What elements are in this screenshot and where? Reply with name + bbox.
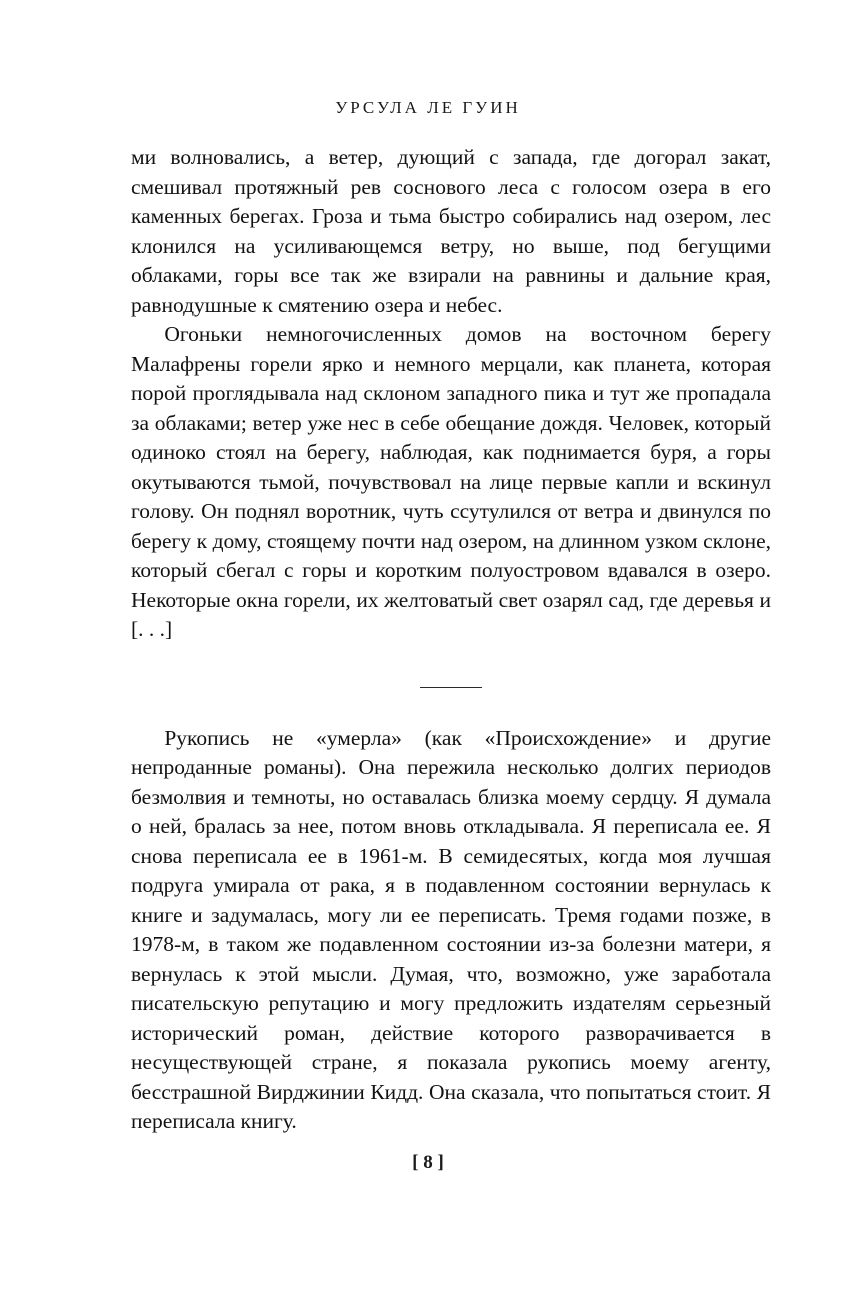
paragraph: Огоньки немногочисленных домов на восточном берегу Малафрены горели ярко и немного мерцали, как планета, которая порой проглядывала над склоном западного пика и тут же пропадала за облаками; ветер уже нес в себе обещание дождя. Человек, который одиноко стоял на берегу, наблюдая, как поднимается буря, а горы окутываются тьмой, почувствовал на лице первые капли и вскинул голову. Он поднял воротник, чуть ссутулился от ветра и двинулся по берегу к дому, стоящему почти над озером, на длинном узком склоне, который сбегал с горы и коротким полуостровом вдавался в озеро. Некоторые окна горели, их желтоватый свет озарял сад, где деревья и [. . .] — [131, 322, 771, 641]
paragraph: Рукопись не «умерла» (как «Происхождение» и другие непроданные романы). Она пережила несколько долгих периодов безмолвия и темноты, но оставалась близка моему сердцу. Я думала о ней, бралась за нее, потом вновь откладывала. Я переписала ее. Я снова переписала ее в 1961-м. В семидесятых, когда моя лучшая подруга умирала от рака, я в подавленном состоянии вернулась к книге и задумалась, могу ли ее переписать. Тремя годами позже, в 1978-м, в таком же подавленном состоянии из-за болезни матери, я вернулась к этой мысли. Думая, что, возможно, уже заработала писательскую репутацию и могу предложить издателям серьезный исторический роман, действие которого разворачивается в несуществующей стране, я показала рукопись моему агенту, бесстрашной Вирджинии Кидд. Она сказала, что попытаться стоит. Я переписала книгу. — [131, 725, 771, 1133]
section-separator-rule — [420, 687, 482, 688]
text-block — [131, 143, 771, 1137]
running-head: УРСУЛА ЛЕ ГУИН — [335, 98, 521, 117]
paragraph-continuation: ми волновались, а ветер, дующий с запада, где догорал закат, смешивал протяжный рев соснового леса с голосом озера в его каменных берегах. Гроза и тьма быстро собирались над озером, лес клонился на усиливающемся ветру, но выше, под бегущими облаками, горы все так же взирали на равнины и дальние края, равнодушные к смятению озера и небес. — [131, 145, 771, 317]
page-number: [ 8 ] — [412, 1152, 444, 1173]
section-separator-wrap — [131, 687, 771, 688]
